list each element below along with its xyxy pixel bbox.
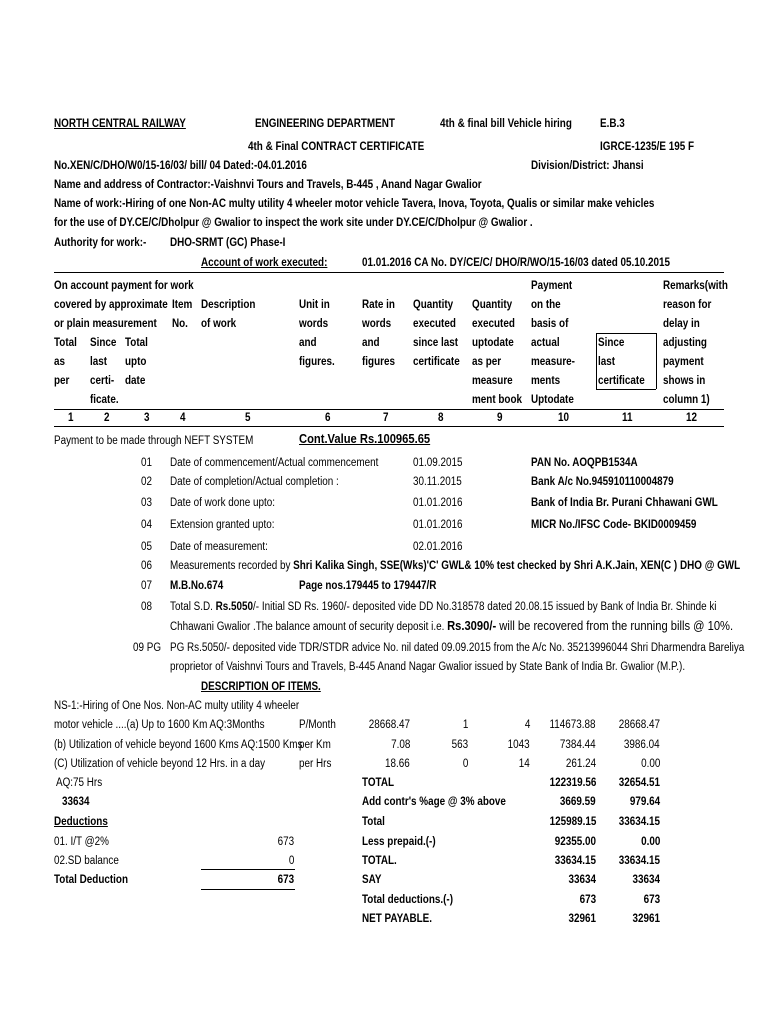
head-rate-3: and [362,337,380,349]
ns1-title: NS-1:-Hiring of One Nos. Non-AC multy utility 4 wheeler [54,700,300,712]
total-since-3: 33634.15 [618,816,660,828]
colnum-3: 3 [144,412,150,424]
item-qtyupto-a: 4 [524,719,530,731]
igrce-code: IGRCE-1235/E 195 F [600,141,695,153]
head-total2-1: Total [125,337,148,349]
item-amount-c: 261.24 [565,758,596,770]
measurement-officers: Shri Kalika Singh, SSE(Wks)'C' GWL& 10% test checked by Shri A.K.Jain, XEN(C ) DHO @ GWL [293,560,741,572]
head-total2-3: date [125,375,146,387]
total-deduction-label: Total Deduction [54,874,128,886]
total-label-3: Total [362,816,385,828]
item-rate-a: 28668.47 [368,719,410,731]
income-tax-value: 673 [277,836,294,848]
detail-no-08: 08 [141,601,153,613]
detail-no-05: 05 [141,541,153,553]
col1-head-line1: On account payment for work [54,280,194,292]
reference-number: No.XEN/C/DHO/W0/15-16/03/ bill/ 04 Dated:-04.01.2016 [54,160,307,172]
head-item-2: No. [172,318,188,330]
item-desc-b: (b) Utilization of vehicle beyond 1600 Kms AQ:1500 Kms [54,739,303,751]
head-qtyupto-3: uptodate [472,337,514,349]
contractor-details: Name and address of Contractor:-Vaishnvi Tours and Travels, B-445 , Anand Nagar Gwalior [54,179,482,191]
head-remarks-7: column 1) [663,394,710,406]
work-name-line-1: Name of work:-Hiring of one Non-AC multy utility 4 wheeler motor vehicle Tavera, Inova, Toyota, Qualis or similar make vehicles [54,198,655,210]
since-box-bottom [596,389,656,390]
total-amount-1: 122319.56 [549,777,596,789]
detail-no-06: 06 [141,560,153,572]
head-desc-2: of work [201,318,237,330]
detail-label-02: Date of completion/Actual completion : [170,476,339,488]
head-remarks-3: delay in [663,318,700,330]
pg-line-1: PG Rs.5050/- deposited vide TDR/STDR advice No. nil dated 09.09.2015 from the A/c No. 35213996044 Shri Dharmendra Bareliya [170,642,745,654]
head-total2-2: upto [125,356,147,368]
colnum-9: 9 [497,412,503,424]
head-remarks-1: Remarks(with [663,280,728,292]
account-label: Account of work executed: [201,257,328,269]
column-number-top-rule [54,409,724,410]
total-since-5: 33634.15 [618,855,660,867]
security-deposit-line-1 [170,600,717,614]
colnum-7: 7 [383,412,389,424]
head-qtyupto-4: as per [472,356,502,368]
head-since-last-1: Since [598,337,625,349]
head-payment-2: on the [531,299,561,311]
head-qtyupto-5: measure [472,375,513,387]
detail-label-05: Date of measurement: [170,541,268,553]
total-label-2: Add contr's %age @ 3% above [362,796,506,808]
sd-balance-value: 0 [288,855,294,867]
head-remarks-2: reason for [663,299,712,311]
micr-ifsc: MICR No./IFSC Code- BKID0009459 [531,519,697,531]
detail-no-03: 03 [141,497,153,509]
colnum-12: 12 [686,412,698,424]
colnum-8: 8 [438,412,444,424]
amount-33634: 33634 [62,796,90,808]
deductions-title: Deductions [54,816,108,828]
contract-value: Cont.Value Rs.100965.65 [299,431,431,446]
total-label-7: Total deductions.(-) [362,894,454,906]
item-unit-a: P/Month [299,719,336,731]
bill-title: 4th & final bill Vehicle hiring [440,118,572,130]
detail-label-01: Date of commencement/Actual commencement [170,457,379,469]
total-since-1: 32654.51 [618,777,660,789]
mb-number: M.B.No.674 [170,580,224,592]
detail-value-04: 01.01.2016 [413,519,463,531]
head-rate-4: figures [362,356,395,368]
detail-value-01: 01.09.2015 [413,457,463,469]
total-deduction-value: 673 [277,874,294,886]
colnum-11: 11 [622,412,633,424]
head-total-2: as [54,356,66,368]
item-desc-a: motor vehicle ....(a) Up to 1600 Km AQ:3Months [54,719,265,731]
sd-recovery-note: will be recovered from the running bills @ 10%. [496,618,734,633]
certificate-title: 4th & Final CONTRACT CERTIFICATE [248,141,425,153]
item-unit-b: per Km [299,739,331,751]
mb-pages: Page nos.179445 to 179447/R [299,580,437,592]
head-remarks-4: adjusting [663,337,707,349]
colnum-5: 5 [245,412,251,424]
item-unit-c: per Hrs [299,758,332,770]
total-since-6: 33634 [632,874,660,886]
colnum-1: 1 [68,412,74,424]
column-number-bottom-rule [54,426,724,427]
head-payment-6: ments [531,375,561,387]
total-amount-7: 673 [579,894,596,906]
income-tax-label: 01. I/T @2% [54,836,109,848]
total-amount-6: 33634 [568,874,596,886]
measurement-line [170,559,740,573]
division-district: Division/District: Jhansi [531,160,644,172]
head-qtylast-1: Quantity [413,299,454,311]
head-qtylast-4: certificate [413,356,460,368]
head-payment-1: Payment [531,280,573,292]
detail-value-02: 30.11.2015 [413,476,462,488]
total-since-4: 0.00 [640,836,660,848]
authority-value: DHO-SRMT (GC) Phase-I [170,237,286,249]
head-qtylast-3: since last [413,337,459,349]
col1-head-line2: covered by approximate [54,299,168,311]
detail-value-05: 02.01.2016 [413,541,463,553]
total-since-8: 32961 [632,913,660,925]
item-since-b: 3986.04 [624,739,660,751]
bank-branch: Bank of India Br. Purani Chhawani GWL [531,497,718,509]
form-number: E.B.3 [600,118,625,130]
colnum-10: 10 [558,412,570,424]
head-payment-3: basis of [531,318,569,330]
account-reference: 01.01.2016 CA No. DY/CE/C/ DHO/R/WO/15-16/03 dated 05.10.2015 [362,257,671,269]
total-since-7: 673 [643,894,660,906]
total-amount-5: 33634.15 [554,855,596,867]
head-rate-1: Rate in [362,299,395,311]
detail-value-03: 01.01.2016 [413,497,463,509]
deduction-total-rule-bottom [201,889,295,890]
item-qtylast-c: 0 [462,758,468,770]
detail-no-01: 01 [141,457,153,469]
head-qtyupto-6: ment book [472,394,523,406]
head-item-1: Item [172,299,193,311]
work-name-line-2: for the use of DY.CE/C/Dholpur @ Gwalior to inspect the work site under DY.CE/C/Dholpur @ Gwalior . [54,217,533,229]
item-qtyupto-b: 1043 [507,739,530,751]
detail-label-03: Date of work done upto: [170,497,276,509]
detail-no-02: 02 [141,476,153,488]
since-box-right [656,333,657,389]
detail-label-04: Extension granted upto: [170,519,275,531]
sd-balance-prefix: Chhawani Gwalior .The balance amount of security deposit i.e. [170,621,448,633]
aq-hours: AQ:75 Hrs [56,777,103,789]
head-desc-1: Description [201,299,256,311]
sd-prefix: Total S.D. [170,601,216,613]
total-amount-3: 125989.15 [549,816,596,828]
head-qtyupto-2: executed [472,318,515,330]
bank-account: Bank A/c No.945910110004879 [531,476,674,488]
head-since-4: ficate. [90,394,119,406]
head-total-1: Total [54,337,77,349]
item-since-c: 0.00 [640,758,660,770]
total-amount-8: 32961 [568,913,596,925]
total-amount-2: 3669.59 [560,796,596,808]
head-since-2: last [90,356,108,368]
head-payment-4: actual [531,337,560,349]
authority-label: Authority for work:- [54,237,147,249]
security-deposit-line-2 [170,619,733,634]
head-since-last-2: last [598,356,616,368]
sd-total-amount: Rs.5050 [215,601,254,613]
head-unit-3: and [299,337,317,349]
head-unit-2: words [299,318,329,330]
item-amount-b: 7384.44 [560,739,596,751]
department-name: ENGINEERING DEPARTMENT [255,118,395,130]
colnum-6: 6 [325,412,331,424]
item-rate-c: 18.66 [385,758,410,770]
pan-number: PAN No. AOQPB1534A [531,457,638,469]
deduction-total-rule-top [201,869,295,870]
total-label-4: Less prepaid.(-) [362,836,436,848]
head-unit-1: Unit in [299,299,330,311]
head-qtyupto-1: Quantity [472,299,513,311]
item-rate-b: 7.08 [390,739,410,751]
sd-balance-label: 02.SD balance [54,855,119,867]
colnum-4: 4 [180,412,186,424]
detail-no-07: 07 [141,580,153,592]
head-unit-4: figures. [299,356,335,368]
item-qtylast-a: 1 [462,719,468,731]
since-box-top [596,333,656,334]
total-label-5: TOTAL. [362,855,397,867]
head-since-last-3: certificate [598,375,645,387]
item-since-a: 28668.47 [618,719,660,731]
total-label-8: NET PAYABLE. [362,913,432,925]
head-qtylast-2: executed [413,318,456,330]
head-payment-7: Uptodate [531,394,574,406]
head-payment-5: measure- [531,356,575,368]
detail-no-04: 04 [141,519,153,531]
measurement-prefix: Measurements recorded by [170,560,294,572]
table-top-rule [54,272,724,273]
head-since-1: Since [90,337,117,349]
items-title: DESCRIPTION OF ITEMS. [201,681,321,693]
total-since-2: 979.64 [629,796,660,808]
total-amount-4: 92355.00 [554,836,596,848]
head-remarks-5: payment [663,356,704,368]
since-box-left [596,333,597,389]
sd-balance-amount: Rs.3090/- [447,618,497,633]
item-qtyupto-c: 14 [518,758,530,770]
col1-head-line3: or plain measurement [54,318,157,330]
head-since-3: certi- [90,375,115,387]
pg-line-2: proprietor of Vaishnvi Tours and Travels, B-445 Anand Nagar Gwalior issued by State Bank of India Br. Gwalior (M.P.). [170,661,686,673]
item-amount-a: 114673.88 [549,719,596,731]
head-remarks-6: shows in [663,375,706,387]
head-rate-2: words [362,318,392,330]
railway-name: NORTH CENTRAL RAILWAY [54,118,186,130]
item-desc-c: (C) Utilization of vehicle beyond 12 Hrs. in a day [54,758,266,770]
colnum-2: 2 [104,412,110,424]
detail-no-09: 09 PG [133,642,162,654]
sd-details: /- Initial SD Rs. 1960/- deposited vide DD No.318578 dated 20.08.15 issued by Bank of India Br. Shinde ki [253,601,717,613]
item-qtylast-b: 563 [451,739,468,751]
neft-note: Payment to be made through NEFT SYSTEM [54,435,254,447]
total-label-6: SAY [362,874,382,886]
head-total-3: per [54,375,70,387]
total-label-1: TOTAL [362,777,395,789]
